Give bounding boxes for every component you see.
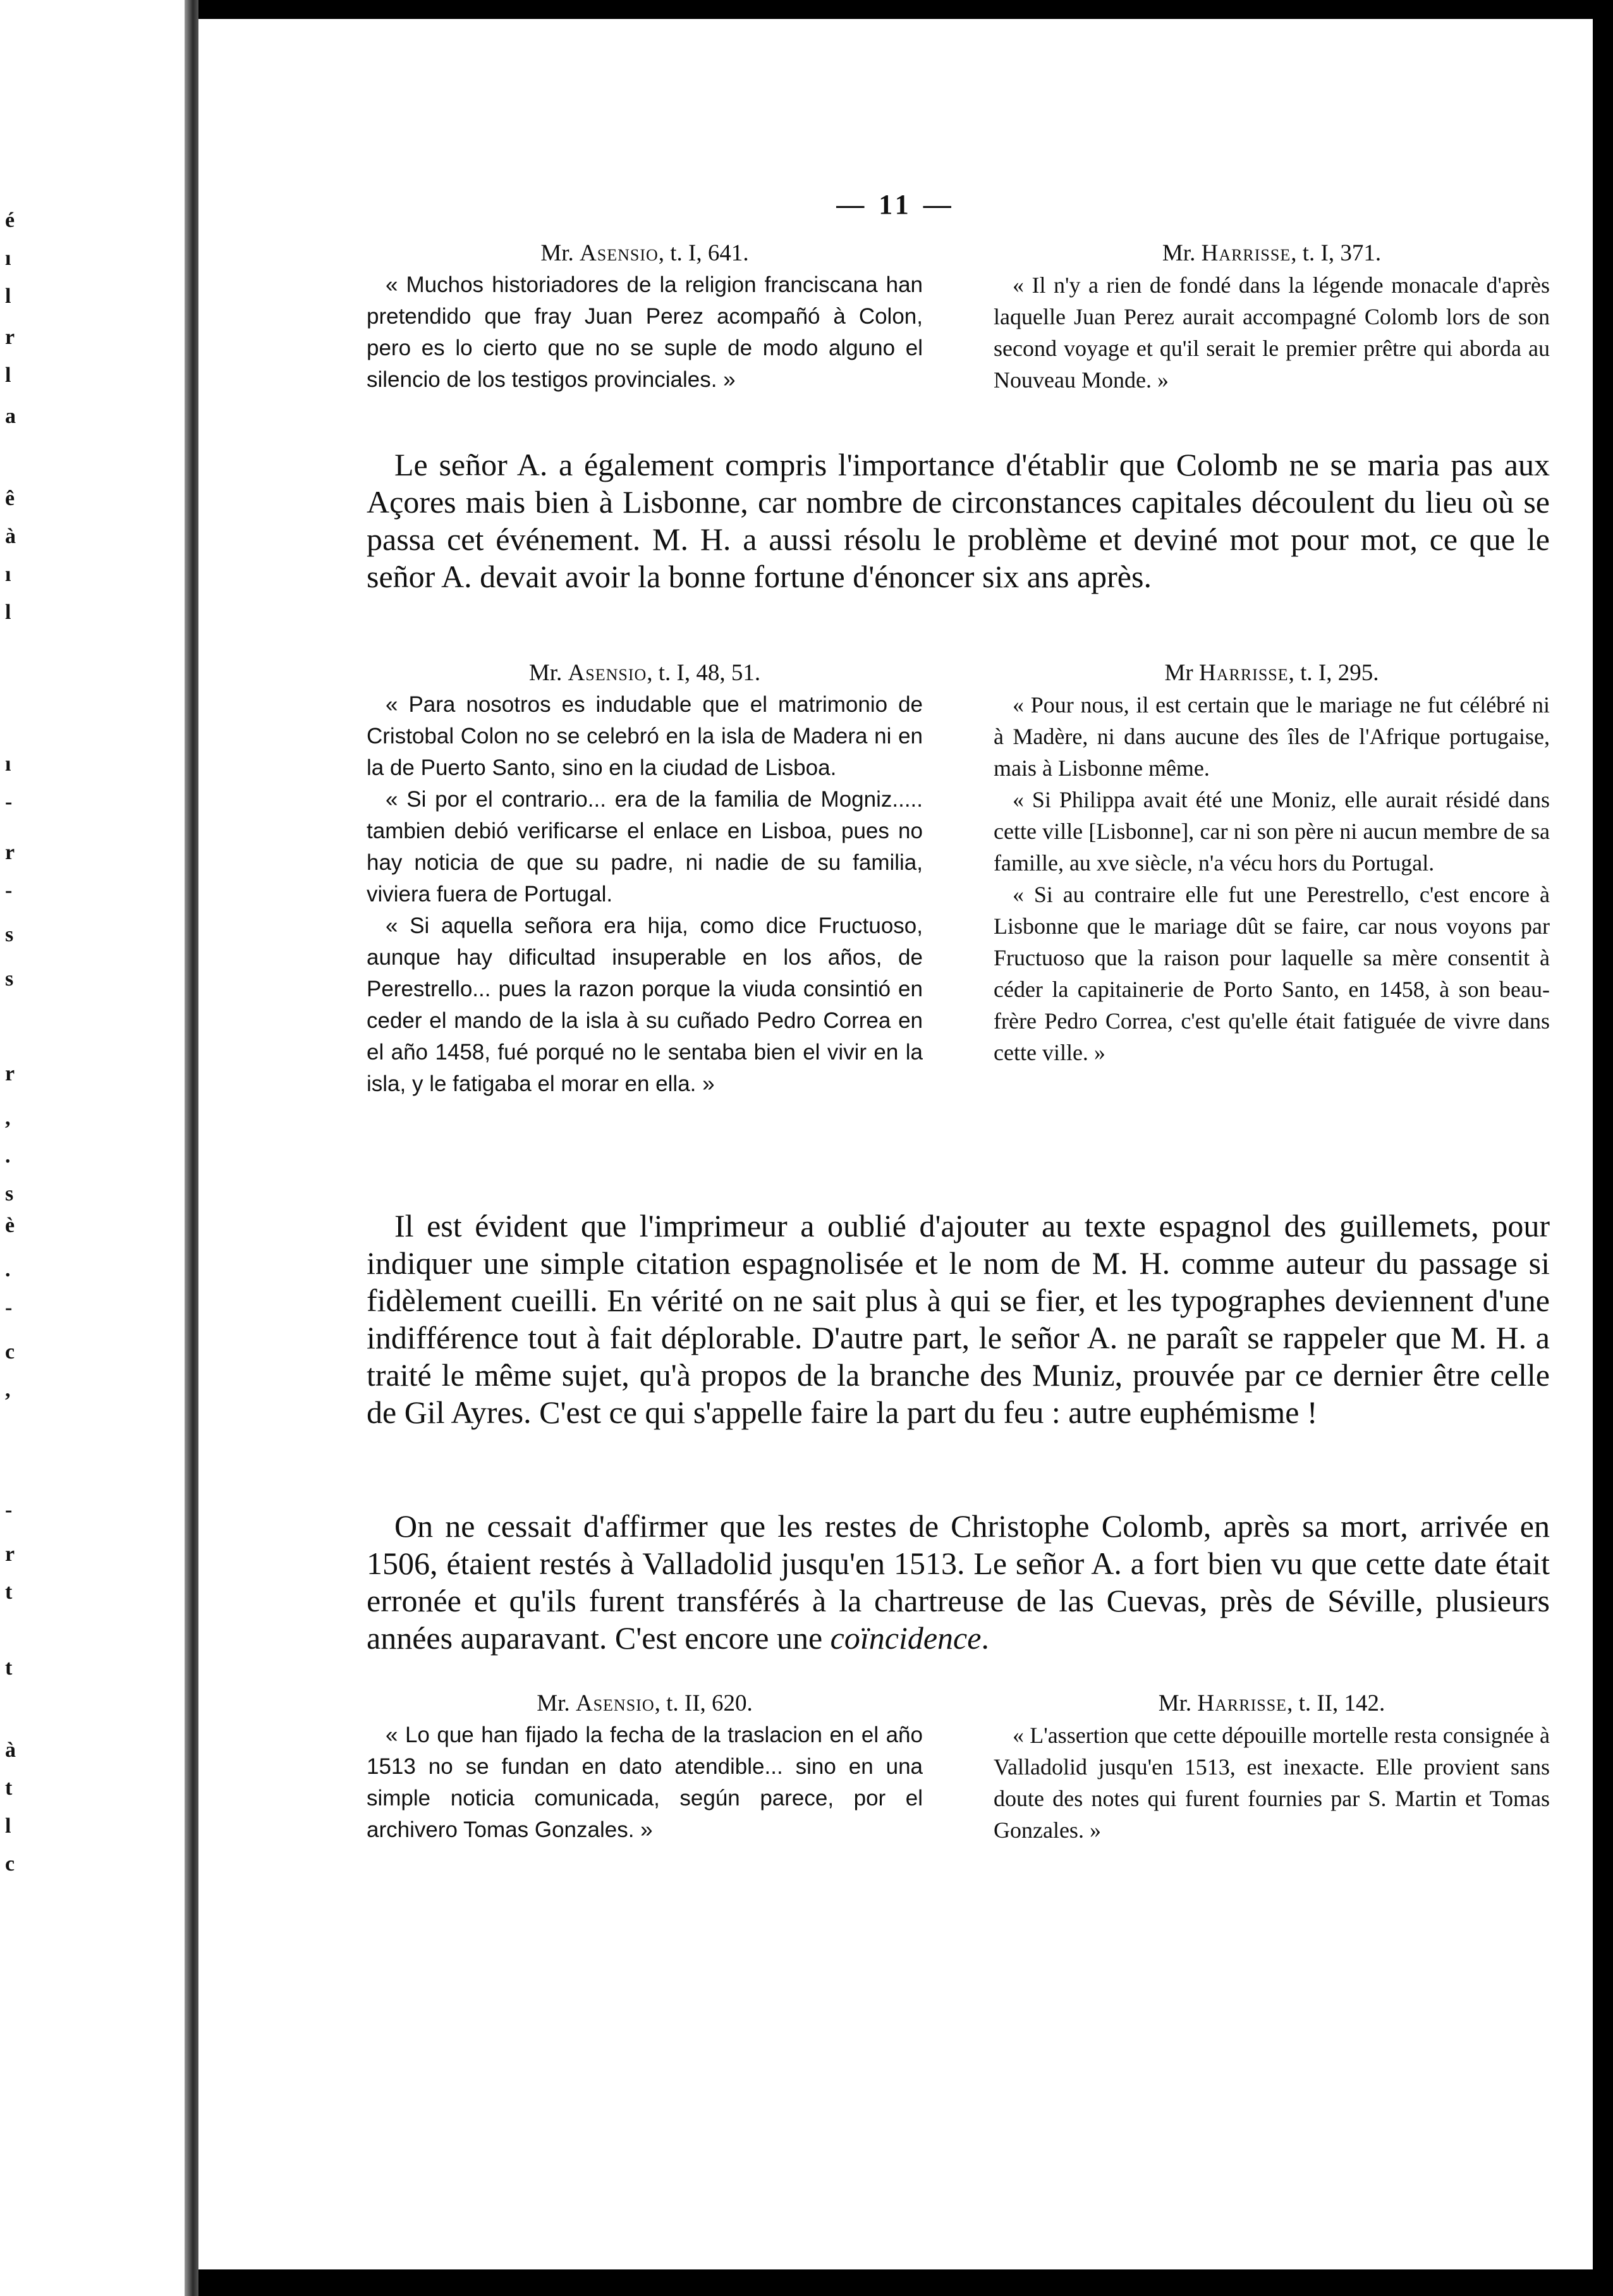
quote-paragraph: « Si por el contrario... era de la familia de Mogniz..... tambien debió verificarse el enlace en Lisboa, pues no hay noticia de que su padre, ni nadie de su familia, viviera fuera de Portugal. <box>367 787 923 907</box>
facing-page-edge <box>0 0 193 2296</box>
gutter-letter: r <box>5 326 15 349</box>
gutter-letter: a <box>5 405 16 428</box>
quote-paragraph: « Si au contraire elle fut une Perestrello, c'est encore à Lisbonne que le mariage dût se faire, car nous voyons par Fructuoso que la raison pour laquelle sa mère consentit à céder la capitainerie de Porto Santo, en 1458, à son beau-frère Pedro Correa, c'est qu'elle était fatiguée de vivre dans cette ville. » <box>994 882 1550 1065</box>
quote-paragraph: « Si aquella señora era hija, como dice Fructuoso, aunque hay dificultad insuperable en los años, de Perestrello... pues la razon porque la viuda consintió en ceder el mando de la isla à su cuñado Pedro Correa en el año 1458, fué porqué no le sentaba bien el vivir en la isla, y le fatigaba el morar en ella. » <box>367 913 923 1096</box>
heading-prefix: Mr. <box>537 1690 576 1716</box>
citation-ref: , t. I, 48, 51. <box>647 660 761 686</box>
gutter-letter: r <box>5 1062 15 1085</box>
heading-prefix: Mr. <box>528 660 568 686</box>
gutter-letter: l <box>5 363 11 387</box>
citation-ref: , t. I, 295. <box>1288 660 1379 686</box>
gutter-letter: é <box>5 209 15 232</box>
citation-ref: , t. I, 641. <box>658 240 749 266</box>
citation-ref: , t. II, 142. <box>1287 1690 1385 1716</box>
asensio-column <box>367 1688 923 1846</box>
gutter-letter: ı <box>5 752 11 776</box>
harrisse-column <box>994 238 1550 396</box>
paragraph-main: On ne cessait d'affirmer que les restes de Christophe Colomb, après sa mort, arrivée en 1506, étaient restés à Valladolid jusqu'en 1513. Le señor A. a fort bien vu que cette date était erronée et qu'ils furent transférés à la chartreuse de las Cuevas, près de Séville, plusieurs années auparavant. C'est encore une <box>367 1508 1550 1656</box>
quote-paragraph: « Pour nous, il est certain que le mariage ne fut célébré ni à Madère, ni dans aucune des îles de l'Afrique portugaise, mais à Lisbonne même. <box>994 692 1550 781</box>
gutter-letter: t <box>5 1656 13 1680</box>
author-name: Harrisse <box>1198 660 1289 686</box>
emphasis: coïncidence <box>830 1620 982 1656</box>
parallel-quotes-3 <box>367 1688 1550 1846</box>
parallel-quotes-2 <box>367 657 1550 1100</box>
quote-paragraph: « Para nosotros es indudable que el matrimonio de Cristobal Colon no se celebró en la isla de Madera ni en la de Puerto Santo, sino en la ciudad de Lisboa. <box>367 692 923 780</box>
gutter-letter: t <box>5 1580 13 1604</box>
quote-text: « Muchos historiadores de la religion franciscana han pretendido que fray Juan Perez acompañó à Colon, pero es lo cierto que no se suple de modo alguno el silencio de los testigos provinciales. » <box>367 272 923 392</box>
gutter-letter: l <box>5 284 11 308</box>
gutter-letter: à <box>5 525 16 548</box>
citation-ref: , t. I, 371. <box>1291 240 1382 266</box>
gutter-letter: - <box>5 1498 13 1522</box>
gutter-letter: è <box>5 1214 15 1237</box>
gutter-letter: s <box>5 967 14 991</box>
column-heading <box>367 1688 923 1719</box>
gutter-letter: s <box>5 1182 14 1206</box>
author-name: Harrisse <box>1201 240 1291 266</box>
body-paragraph-3 <box>367 1508 1550 1657</box>
gutter-letter: - <box>5 790 13 814</box>
gutter-letter: - <box>5 879 13 902</box>
gutter-letter: - <box>5 1296 13 1319</box>
gutter-letter: , <box>5 1106 11 1130</box>
heading-prefix: Mr. <box>1162 240 1202 266</box>
author-name: Asensio <box>580 240 659 266</box>
gutter-letter: c <box>5 1852 15 1876</box>
heading-prefix: Mr. <box>1158 1690 1198 1716</box>
body-paragraph-1 <box>367 446 1550 595</box>
gutter-letter: t <box>5 1776 13 1800</box>
harrisse-column <box>994 1688 1550 1846</box>
gutter-letter: ı <box>5 247 11 270</box>
author-name: Asensio <box>575 1690 655 1716</box>
quote-paragraph: « Si Philippa avait été une Moniz, elle aurait résidé dans cette ville [Lisbonne], car ni son père ni aucun membre de sa famille, au xve siècle, n'a vécu hors du Portugal. <box>994 787 1550 876</box>
book-spine-shadow <box>185 0 198 2296</box>
gutter-letter: à <box>5 1738 16 1762</box>
paragraph-end: . <box>981 1620 989 1656</box>
gutter-letter: l <box>5 601 11 624</box>
parallel-quotes-1 <box>367 238 1550 396</box>
gutter-letter: c <box>5 1340 15 1364</box>
quote-text: « Lo que han fijado la fecha de la traslacion en el año 1513 no se fundan en dato atendible... sino en una simple noticia comunicada, según parece, por el archivero Tomas Gonzales. » <box>367 1723 923 1842</box>
paragraph-text: Le señor A. a également compris l'importance d'établir que Colomb ne se maria pas aux Açores mais bien à Lisbonne, car nombre de circonstances capitales découlent du lieu où se passa cet événement. M. H. a aussi résolu le problème et deviné mot pour mot, ce que le señor A. devait avoir la bonne fortune d'énoncer six ans après. <box>367 447 1550 594</box>
gutter-letter: ê <box>5 487 15 510</box>
gutter-letter: r <box>5 841 15 864</box>
column-heading <box>994 238 1550 269</box>
page-number: — 11 — <box>836 189 955 220</box>
author-name: Harrisse <box>1197 1690 1287 1716</box>
gutter-letter: . <box>5 1144 11 1168</box>
author-name: Asensio <box>568 660 647 686</box>
heading-prefix: Mr. <box>540 240 580 266</box>
harrisse-column <box>994 657 1550 1100</box>
gutter-letter: . <box>5 1258 11 1281</box>
heading-prefix: Mr <box>1164 660 1199 686</box>
column-heading <box>367 238 923 269</box>
quote-text: « Il n'y a rien de fondé dans la légende monacale d'après laquelle Juan Perez aurait accompagné Colomb lors de son second voyage et qu'il serait le premier prêtre qui aborda au Nouveau Monde. » <box>994 272 1550 393</box>
column-heading <box>994 657 1550 689</box>
scan-border <box>1593 0 1613 2296</box>
gutter-letter: l <box>5 1814 11 1838</box>
gutter-letter: , <box>5 1378 11 1401</box>
body-paragraph-2 <box>367 1207 1550 1431</box>
gutter-letter: ı <box>5 563 11 586</box>
column-heading <box>367 657 923 689</box>
paragraph-text <box>367 1508 1550 1657</box>
asensio-column <box>367 238 923 396</box>
paragraph-text: Il est évident que l'imprimeur a oublié d'ajouter au texte espagnol des guillemets, pour indiquer une simple citation espagnolisée et le nom de M. H. comme auteur du passage si fidèlement cueilli. En vérité on ne sait plus à qui se fier, et les typographes deviennent d'une indifférence tout à fait déplorable. D'autre part, le señor A. ne paraît se rappeler que M. H. a traité le même sujet, qu'à propos de la branche des Muniz, prouvée par ce dernier être celle de Gil Ayres. C'est ce qui s'appelle faire la part du feu : autre euphémisme ! <box>367 1208 1550 1430</box>
gutter-letter: s <box>5 923 14 946</box>
column-heading <box>994 1688 1550 1719</box>
gutter-letter: r <box>5 1542 15 1566</box>
quote-text: « L'assertion que cette dépouille mortelle resta consignée à Valladolid jusqu'en 1513, est inexacte. Elle provient sans doute des notes qui furent fournies par S. Martin et Tomas Gonzales. » <box>994 1723 1550 1843</box>
page <box>198 19 1593 2269</box>
citation-ref: , t. II, 620. <box>654 1690 753 1716</box>
asensio-column <box>367 657 923 1100</box>
